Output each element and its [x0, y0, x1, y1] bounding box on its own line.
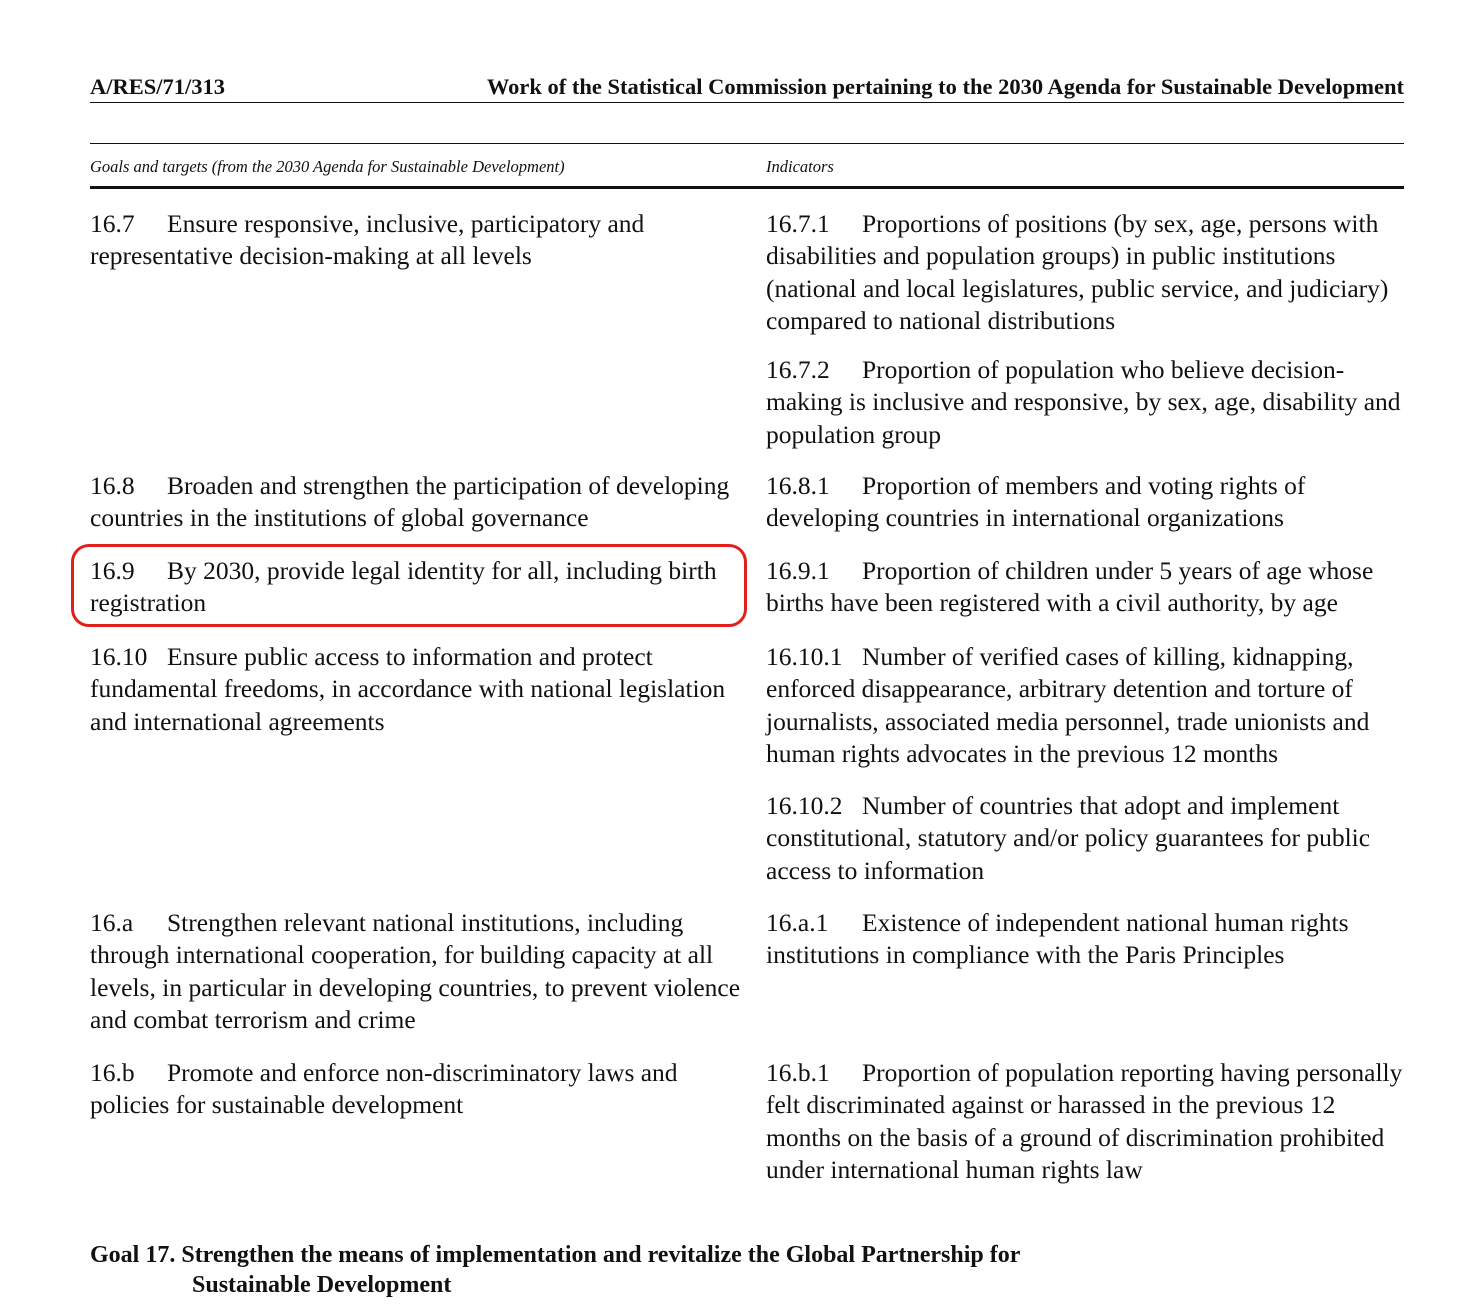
target-text: Strengthen relevant national institutions, including through international cooperation, for building capacity at all levels, in particular in developing countries, to prevent violence and combat terrorism and crime [90, 908, 741, 1034]
target-number: 16.a [90, 908, 134, 937]
indicator-text: Proportion of children under 5 years of age whose births have been registered with a civil authority, by age [766, 556, 1374, 618]
goal-title-line-2: Sustainable Development [192, 1272, 452, 1298]
indicator-16-7-1 [766, 208, 1406, 337]
page-header [90, 72, 1404, 103]
target-text: Promote and enforce non-discriminatory laws and policies for sustainable development [90, 1058, 678, 1120]
indicator-text: Number of countries that adopt and implement constitutional, statutory and/or policy guarantees for public access to information [766, 791, 1371, 885]
indicator-text: Proportion of members and voting rights of developing countries in international organizations [766, 471, 1306, 533]
target-number: 16.7 [90, 209, 135, 238]
indicator-number: 16.10.2 [766, 791, 843, 820]
indicator-number: 16.7.1 [766, 209, 830, 238]
indicator-text: Number of verified cases of killing, kidnapping, enforced disappearance, arbitrary detention and torture of journalists, associated media personnel, trade unionists and human rights advocates in the previous 12 months [766, 642, 1370, 768]
goal-17-heading [90, 1240, 1020, 1300]
indicator-text: Existence of independent national human rights institutions in compliance with the Paris Principles [766, 908, 1349, 970]
indicator-16-7-2 [766, 354, 1406, 451]
indicator-number: 16.8.1 [766, 471, 830, 500]
column-header-indicators: Indicators [766, 157, 834, 176]
indicator-16-10-1 [766, 641, 1406, 770]
target-16-b [90, 1057, 750, 1122]
indicator-text: Proportion of population reporting having personally felt discriminated against or harassed in the previous 12 months on the basis of a ground of discrimination prohibited under international human rights law [766, 1058, 1403, 1184]
goal-title-line-1: Strengthen the means of implementation and revitalize the Global Partnership for [181, 1242, 1021, 1268]
table-header-rule [90, 186, 1404, 189]
indicator-number: 16.7.2 [766, 355, 830, 384]
target-number: 16.8 [90, 471, 135, 500]
indicator-16-8-1 [766, 470, 1406, 535]
indicator-text: Proportion of population who believe decision-making is inclusive and responsive, by sex, age, disability and population group [766, 355, 1401, 449]
goal-label: Goal 17. [90, 1242, 176, 1268]
column-header-goals: Goals and targets (from the 2030 Agenda for Sustainable Development) [90, 157, 565, 176]
document-symbol: A/RES/71/313 [90, 74, 226, 99]
target-text: By 2030, provide legal identity for all, including birth registration [90, 556, 717, 618]
running-title: Work of the Statistical Commission pertaining to the 2030 Agenda for Sustainable Development [486, 74, 1404, 99]
indicator-text: Proportions of positions (by sex, age, persons with disabilities and population groups) in public institutions (national and local legislatures, public service, and judiciary) compared to national distributions [766, 209, 1389, 335]
target-16-7 [90, 208, 750, 273]
target-text: Ensure responsive, inclusive, participatory and representative decision-making at all levels [90, 209, 645, 271]
indicator-number: 16.10.1 [766, 642, 843, 671]
target-16-10 [90, 641, 750, 738]
indicator-16-9-1 [766, 555, 1406, 620]
target-16-8 [90, 470, 750, 535]
target-16-a [90, 907, 750, 1036]
target-number: 16.9 [90, 556, 135, 585]
indicator-16-10-2 [766, 790, 1406, 887]
target-number: 16.b [90, 1058, 135, 1087]
target-text: Ensure public access to information and protect fundamental freedoms, in accordance with national legislation and international agreements [90, 642, 726, 736]
indicator-number: 16.a.1 [766, 908, 829, 937]
target-number: 16.10 [90, 642, 148, 671]
table-top-rule [90, 143, 1404, 144]
indicator-number: 16.b.1 [766, 1058, 830, 1087]
indicator-number: 16.9.1 [766, 556, 830, 585]
highlight-annotation-box [71, 544, 747, 627]
target-text: Broaden and strengthen the participation of developing countries in the institutions of global governance [90, 471, 730, 533]
indicator-16-b-1 [766, 1057, 1406, 1186]
indicator-16-a-1 [766, 907, 1406, 972]
